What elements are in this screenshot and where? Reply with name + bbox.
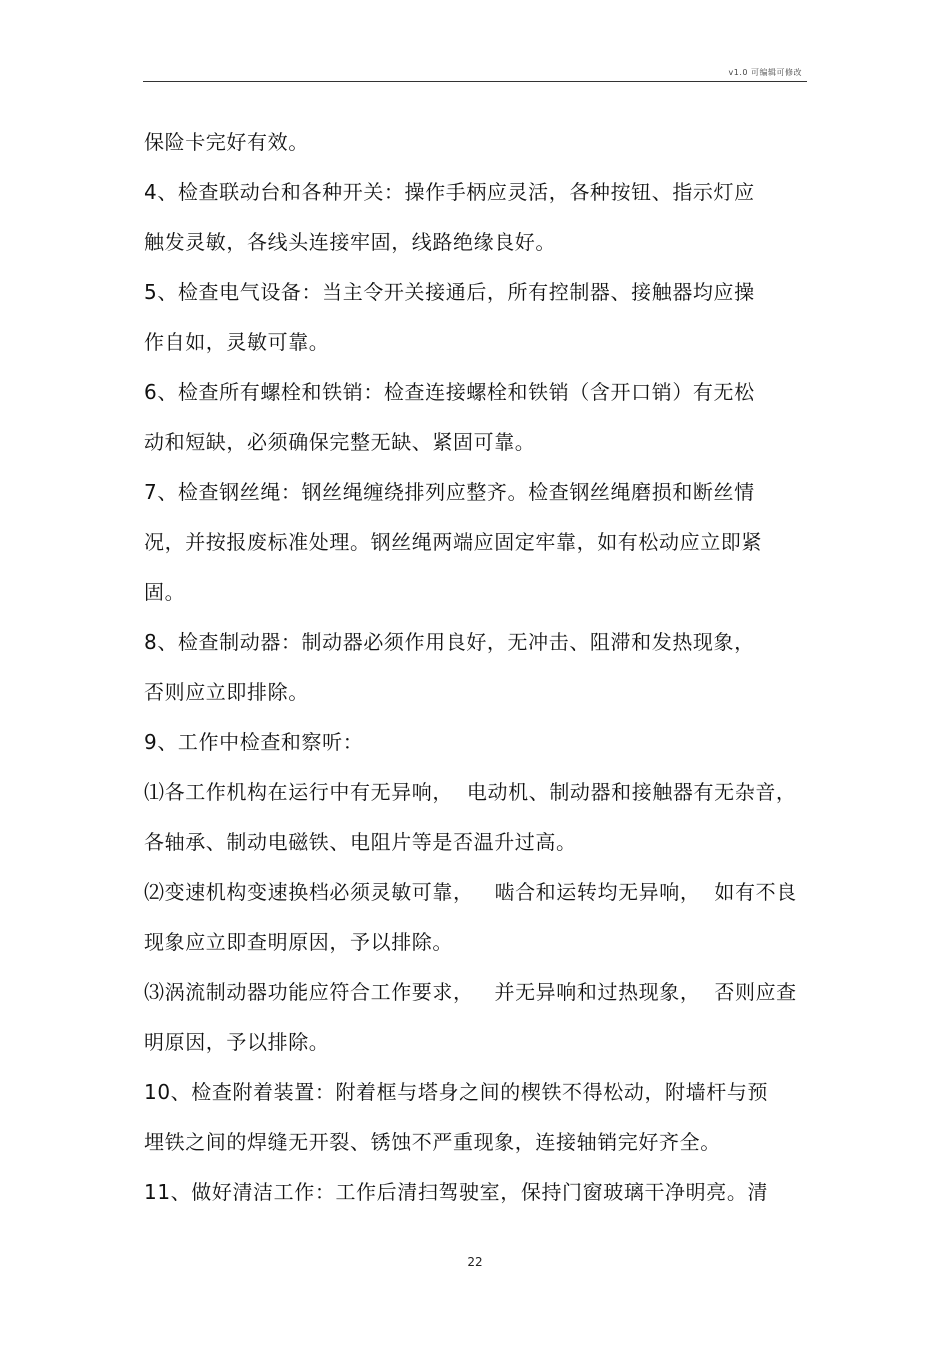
body-line: ⑶涡流制动器功能应符合工作要求， 并无异响和过热现象， 否则应查: [144, 980, 797, 1004]
body-line: 否则应立即排除。: [144, 680, 309, 704]
body-line: 动和短缺，必须确保完整无缺、紧固可靠。: [144, 430, 536, 454]
body-line: 8、检查制动器：制动器必须作用良好，无冲击、阻滞和发热现象，: [144, 630, 755, 654]
header-version-text: v1.0 可编辑可修改: [728, 68, 802, 77]
page-number: 22: [467, 1255, 483, 1269]
body-line: ⑴各工作机构在运行中有无异响， 电动机、制动器和接触器有无杂音，: [144, 780, 797, 804]
body-line: 况，并按报废标准处理。钢丝绳两端应固定牢靠，如有松动应立即紧: [144, 530, 762, 554]
body-line: 现象应立即查明原因，予以排除。: [144, 930, 453, 954]
body-line: 9、工作中检查和察听：: [144, 730, 364, 754]
header-divider: [143, 81, 807, 82]
body-line: 6、检查所有螺栓和铁销：检查连接螺栓和铁销（含开口销）有无松: [144, 380, 755, 404]
body-line: 作自如，灵敏可靠。: [144, 330, 330, 354]
body-line: 保险卡完好有效。: [144, 130, 309, 154]
body-line: 固。: [144, 580, 186, 604]
body-line: 触发灵敏，各线头连接牢固，线路绝缘良好。: [144, 230, 556, 254]
body-line: 7、检查钢丝绳：钢丝绳缠绕排列应整齐。检查钢丝绳磨损和断丝情: [144, 480, 755, 504]
body-line: 各轴承、制动电磁铁、电阻片等是否温升过高。: [144, 830, 577, 854]
body-line: 埋铁之间的焊缝无开裂、锈蚀不严重现象，连接轴销完好齐全。: [144, 1130, 721, 1154]
body-line: 10、检查附着装置：附着框与塔身之间的楔铁不得松动，附墙杆与预: [144, 1080, 769, 1104]
body-line: ⑵变速机构变速换档必须灵敏可靠， 啮合和运转均无异响， 如有不良: [144, 880, 797, 904]
body-line: 4、检查联动台和各种开关：操作手柄应灵活，各种按钮、指示灯应: [144, 180, 755, 204]
body-line: 5、检查电气设备：当主令开关接通后，所有控制器、接触器均应操: [144, 280, 755, 304]
body-line: 11、做好清洁工作：工作后清扫驾驶室，保持门窗玻璃干净明亮。清: [144, 1180, 769, 1204]
body-line: 明原因，予以排除。: [144, 1030, 330, 1054]
